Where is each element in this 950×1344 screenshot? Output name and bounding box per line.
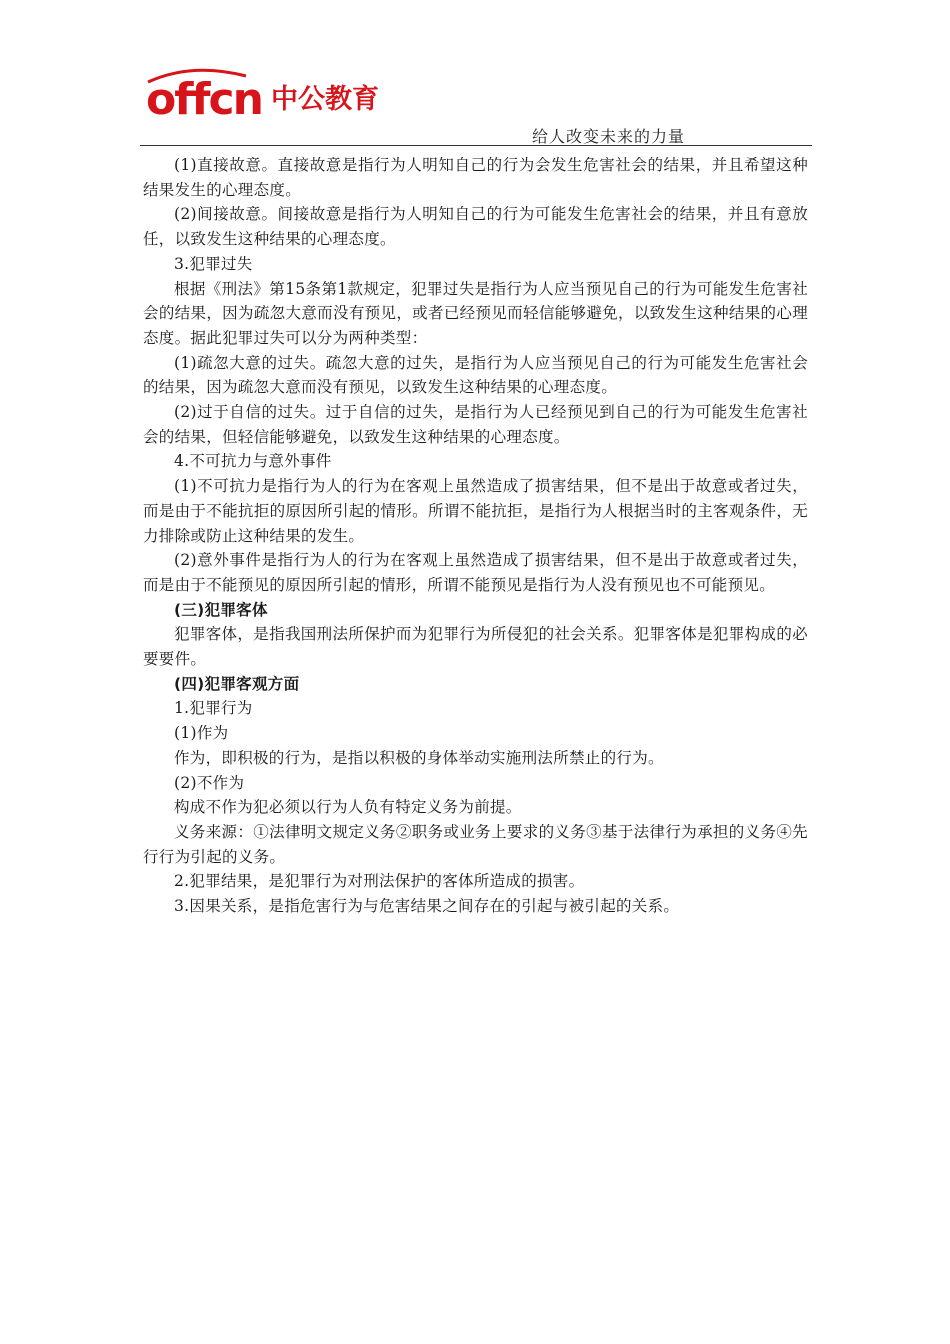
body-paragraph: 构成不作为犯必须以行为人负有特定义务为前提。 <box>174 798 522 817</box>
body-paragraph: 3.因果关系，是指危害行为与危害结果之间存在的引起与被引起的关系。 <box>174 897 680 916</box>
body-paragraph: (1)直接故意。直接故意是指行为人明知自己的行为会发生危害社会的结果，并且希望这种结果发生的心理态度。 <box>143 156 808 199</box>
header-slogan: 给人改变未来的力量 <box>532 127 686 146</box>
body-paragraph: 3.犯罪过失 <box>174 254 253 273</box>
body-paragraph: 根据《刑法》第15条第1款规定，犯罪过失是指行为人应当预见自己的行为可能发生危害社会的结果，因为疏忽大意而没有预见，或者已经预见而轻信能够避免，以致发生这种结果的心理态度。据此犯罪过失可以分为两种类型： <box>143 279 808 347</box>
body-paragraph: 犯罪客体，是指我国刑法所保护而为犯罪行为所侵犯的社会关系。犯罪客体是犯罪构成的必要要件。 <box>143 625 808 669</box>
body-paragraph: (2)间接故意。间接故意是指行为人明知自己的行为可能发生危害社会的结果，并且有意放任，以致发生这种结果的心理态度。 <box>143 205 808 249</box>
page-header <box>0 0 950 150</box>
body-paragraph: 1.犯罪行为 <box>174 699 253 718</box>
body-paragraph: (1)作为 <box>174 724 229 743</box>
body-paragraph: 4.不可抗力与意外事件 <box>174 452 332 471</box>
body-paragraph: 2.犯罪结果，是犯罪行为对刑法保护的客体所造成的损害。 <box>174 872 585 891</box>
body-paragraph: (1)不可抗力是指行为人的行为在客观上虽然造成了损害结果，但不是出于故意或者过失，而是由于不能抗拒的原因所引起的情形。所谓不能抗拒，是指行为人根据当时的主客观条件，无力排除或防止这种结果的发生。 <box>143 477 808 545</box>
body-paragraph: (2)意外事件是指行为人的行为在客观上虽然造成了损害结果，但不是出于故意或者过失，而是由于不能预见的原因所引起的情形，所谓不能预见是指行为人没有预见也不可能预见。 <box>143 551 808 594</box>
body-paragraph: (2)过于自信的过失。过于自信的过失，是指行为人已经预见到自己的行为可能发生危害社会的结果，但轻信能够避免，以致发生这种结果的心理态度。 <box>143 403 808 446</box>
section-heading: (四)犯罪客观方面 <box>174 674 300 693</box>
section-heading: (三)犯罪客体 <box>174 600 268 619</box>
body-paragraph: (2)不作为 <box>174 773 245 792</box>
body-paragraph: 义务来源：①法律明文规定义务②职务或业务上要求的义务③基于法律行为承担的义务④先行行为引起的义务。 <box>143 822 808 866</box>
body-paragraph: (1)疏忽大意的过失。疏忽大意的过失，是指行为人应当预见自己的行为可能发生危害社会的结果，因为疏忽大意而没有预见，以致发生这种结果的心理态度。 <box>143 353 808 397</box>
document-body <box>143 153 808 919</box>
offcn-logo <box>146 74 379 126</box>
logo-arc-icon <box>142 66 252 86</box>
logo-latin-text <box>146 74 262 126</box>
header-divider <box>140 145 812 146</box>
logo-chinese-text: 中公教育 <box>271 84 380 115</box>
logo-latin-label: offcn <box>146 74 262 125</box>
body-paragraph: 作为，即积极的行为，是指以积极的身体举动实施刑法所禁止的行为。 <box>174 748 664 767</box>
